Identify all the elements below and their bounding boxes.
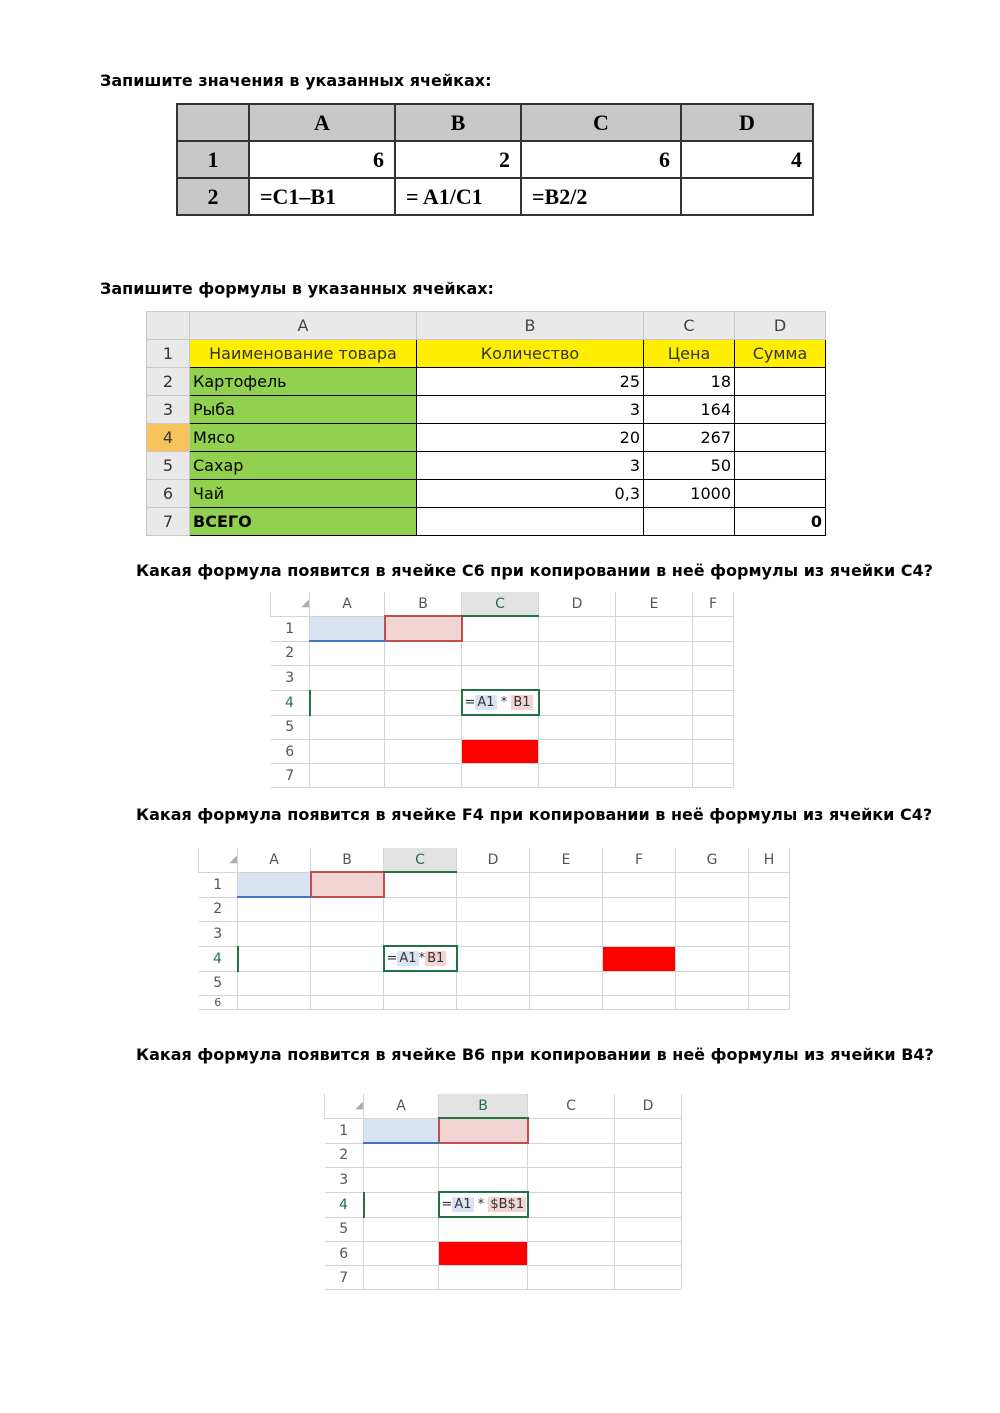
cell-b2: = A1/C1 <box>395 178 521 215</box>
row-header: 6 <box>147 480 190 508</box>
values-table <box>176 103 814 216</box>
col-header-d: D <box>539 592 616 616</box>
col-header-h: H <box>749 848 790 872</box>
col-header-c-active: C <box>384 848 457 872</box>
sum-answer-cell[interactable] <box>735 424 826 452</box>
col-header-a: A <box>364 1094 439 1118</box>
product-price: 18 <box>644 368 735 396</box>
cell-b1: 2 <box>395 141 521 178</box>
target-cell-f4[interactable] <box>603 946 676 971</box>
question3-text: Какая формула появится в ячейке В6 при копировании в неё формулы из ячейки В4? <box>136 1045 934 1064</box>
col-header-f: F <box>693 592 734 616</box>
product-price: 267 <box>644 424 735 452</box>
product-qty: 3 <box>417 452 644 480</box>
question1-text: Какая формула появится в ячейке С6 при копировании в неё формулы из ячейки С4? <box>136 561 933 580</box>
cell-a1-ref <box>364 1118 439 1143</box>
row-header: 1 <box>177 141 249 178</box>
header-price: Цена <box>644 340 735 368</box>
formula-op: * <box>477 1197 485 1212</box>
col-header-b-active: B <box>439 1094 528 1118</box>
product-name: Картофель <box>190 368 417 396</box>
product-price: 164 <box>644 396 735 424</box>
cell-b1-ref <box>385 616 462 641</box>
header-name: Наименование товара <box>190 340 417 368</box>
task1-title: Запишите значения в указанных ячейках: <box>100 71 492 90</box>
row-header: 3 <box>147 396 190 424</box>
row-number: 3 <box>325 1168 364 1193</box>
row-header: 7 <box>147 508 190 536</box>
cell-c1: 6 <box>521 141 681 178</box>
target-cell-c6[interactable] <box>462 740 539 764</box>
product-price: 1000 <box>644 480 735 508</box>
excel-grid-q1 <box>270 592 734 788</box>
col-header-c: C <box>528 1094 615 1118</box>
row-number: 6 <box>271 740 310 764</box>
header-sum: Сумма <box>735 340 826 368</box>
col-header-e: E <box>616 592 693 616</box>
row-number: 2 <box>325 1143 364 1168</box>
row-number: 6 <box>325 1242 364 1266</box>
cell-a1-ref <box>310 616 385 641</box>
col-header-a: A <box>238 848 311 872</box>
cell-b1-ref <box>439 1118 528 1143</box>
formula-op: * <box>500 695 508 710</box>
formula-cell-c4[interactable] <box>384 946 457 971</box>
cell-d1: 4 <box>681 141 813 178</box>
total-qty <box>417 508 644 536</box>
formula-cell-b4[interactable] <box>439 1192 528 1217</box>
row-number: 1 <box>199 872 238 897</box>
product-name: Чай <box>190 480 417 508</box>
formula-cell-c4[interactable] <box>462 690 539 715</box>
product-price: 50 <box>644 452 735 480</box>
formula-ref1: A1 <box>454 1197 472 1212</box>
formula-ref1: A1 <box>477 695 495 710</box>
col-header-c: C <box>644 312 735 340</box>
row-number: 3 <box>271 666 310 691</box>
row-number: 6 <box>199 996 238 1010</box>
sum-answer-cell[interactable] <box>735 396 826 424</box>
row-number-active: 4 <box>199 946 238 971</box>
products-table <box>146 311 826 536</box>
total-label: ВСЕГО <box>190 508 417 536</box>
cell-c2: =B2/2 <box>521 178 681 215</box>
corner-cell <box>177 104 249 141</box>
col-header-b: B <box>385 592 462 616</box>
target-cell-b6[interactable] <box>439 1242 528 1266</box>
col-header-c: C <box>521 104 681 141</box>
product-name: Рыба <box>190 396 417 424</box>
excel-grid-q2 <box>198 848 790 1010</box>
col-header-d: D <box>457 848 530 872</box>
product-qty: 3 <box>417 396 644 424</box>
row-number: 7 <box>325 1266 364 1290</box>
sum-answer-cell[interactable] <box>735 368 826 396</box>
row-number-active: 4 <box>271 690 310 715</box>
sum-answer-cell[interactable] <box>735 480 826 508</box>
col-header-e: E <box>530 848 603 872</box>
row-number: 5 <box>325 1217 364 1242</box>
cell-d2-answer[interactable] <box>681 178 813 215</box>
formula-eq: = <box>464 695 476 710</box>
total-price <box>644 508 735 536</box>
product-name: Мясо <box>190 424 417 452</box>
col-header-c-active: C <box>462 592 539 616</box>
row-number: 5 <box>271 715 310 740</box>
row-number: 2 <box>271 641 310 666</box>
cell-a1: 6 <box>249 141 395 178</box>
row-number: 1 <box>325 1118 364 1143</box>
formula-eq: = <box>386 951 398 966</box>
col-header-b: B <box>395 104 521 141</box>
row-number: 5 <box>199 971 238 996</box>
cell-a2: =C1–B1 <box>249 178 395 215</box>
formula-eq: = <box>441 1197 453 1212</box>
task2-title: Запишите формулы в указанных ячейках: <box>100 279 494 298</box>
total-sum[interactable]: 0 <box>735 508 826 536</box>
select-all-icon: ◢ <box>271 592 310 616</box>
product-qty: 0,3 <box>417 480 644 508</box>
col-header-f: F <box>603 848 676 872</box>
row-number: 7 <box>271 764 310 788</box>
col-header-a: A <box>190 312 417 340</box>
row-number-active: 4 <box>325 1192 364 1217</box>
product-name: Сахар <box>190 452 417 480</box>
col-header-g: G <box>676 848 749 872</box>
formula-ref2: $B$1 <box>490 1197 525 1212</box>
row-number: 3 <box>199 922 238 947</box>
select-all-icon: ◢ <box>199 848 238 872</box>
row-number: 1 <box>271 616 310 641</box>
product-qty: 20 <box>417 424 644 452</box>
cell-a1-ref <box>238 872 311 897</box>
row-header: 2 <box>147 368 190 396</box>
question2-text: Какая формула появится в ячейке F4 при копировании в неё формулы из ячейки С4? <box>136 805 933 824</box>
col-header-b: B <box>311 848 384 872</box>
col-header-d: D <box>615 1094 682 1118</box>
select-all-icon: ◢ <box>325 1094 364 1118</box>
col-header-d: D <box>735 312 826 340</box>
sum-answer-cell[interactable] <box>735 452 826 480</box>
formula-op: * <box>418 951 426 966</box>
col-header-d: D <box>681 104 813 141</box>
row-number: 2 <box>199 897 238 922</box>
cell-b1-ref <box>311 872 384 897</box>
formula-ref1: A1 <box>399 951 417 966</box>
col-header-a: A <box>310 592 385 616</box>
row-header: 1 <box>147 340 190 368</box>
header-qty: Количество <box>417 340 644 368</box>
formula-ref2: B1 <box>427 951 445 966</box>
col-header-b: B <box>417 312 644 340</box>
col-header-a: A <box>249 104 395 141</box>
row-header: 2 <box>177 178 249 215</box>
row-header: 5 <box>147 452 190 480</box>
corner-cell <box>147 312 190 340</box>
product-qty: 25 <box>417 368 644 396</box>
excel-grid-q3 <box>324 1094 682 1290</box>
formula-ref2: B1 <box>513 695 531 710</box>
row-header-selected: 4 <box>147 424 190 452</box>
